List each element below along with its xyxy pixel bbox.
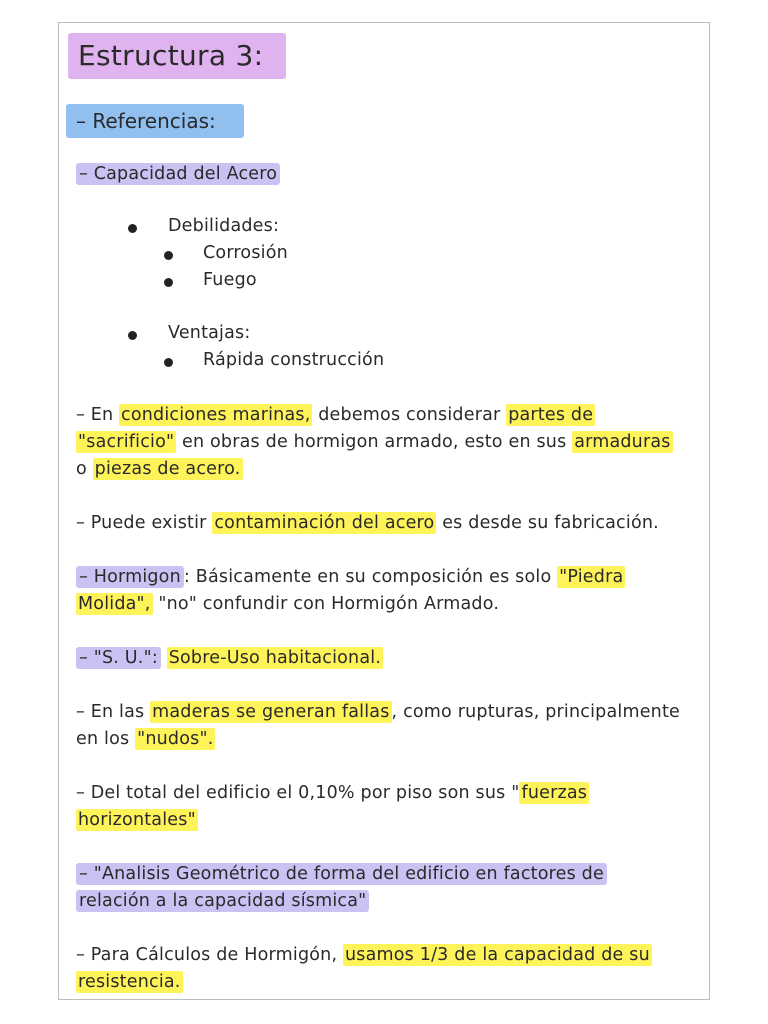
text: en obras de hormigon armado, esto en sus <box>176 432 573 452</box>
highlight: "nudos". <box>137 729 214 749</box>
highlight: "sacrificio" <box>78 432 175 452</box>
text: – Puede existir <box>76 513 213 533</box>
text: : Básicamente en su composición es solo <box>183 567 558 587</box>
paragraph-su <box>76 648 383 668</box>
page-title: Estructura 3: <box>68 33 286 79</box>
paragraph-maderas-line2 <box>76 729 215 749</box>
highlight: armaduras <box>574 432 671 452</box>
highlight: usamos 1/3 de la capacidad de su <box>344 945 650 965</box>
references-heading: – Referencias: <box>66 104 244 138</box>
highlight: resistencia. <box>78 972 181 992</box>
weaknesses-label: Debilidades: <box>168 216 280 236</box>
paragraph-hormigon <box>76 567 625 587</box>
text: – Para Cálculos de Hormigón, <box>76 945 343 965</box>
text: en los <box>76 729 136 749</box>
highlight: relación a la capacidad sísmica" <box>76 890 369 912</box>
paragraph-analisis <box>76 864 607 884</box>
highlight: – "Analisis Geométrico de forma del edificio en factores de <box>76 863 607 885</box>
paragraph-calculos-line2 <box>76 972 183 992</box>
paragraph-contamination <box>76 513 659 533</box>
text: debemos considerar <box>312 405 507 425</box>
capacity-label: – Capacidad del Acero <box>76 163 280 185</box>
bullet-icon <box>164 358 173 367</box>
text: es desde su fabricación. <box>436 513 659 533</box>
text: – Del total del edificio el 0,10% por piso son sus " <box>76 783 520 803</box>
highlight: horizontales" <box>78 810 196 830</box>
highlight: contaminación del acero <box>214 513 435 533</box>
highlight: – Hormigon <box>76 566 184 588</box>
paragraph-marine-line2 <box>76 432 673 452</box>
text: , como rupturas, principalmente <box>391 702 680 722</box>
paragraph-fuerzas <box>76 783 589 803</box>
text <box>161 648 167 668</box>
text: – En las <box>76 702 151 722</box>
highlight: Molida", <box>78 594 151 614</box>
highlight: "Piedra <box>559 567 624 587</box>
capacity-heading <box>76 164 280 184</box>
highlight: condiciones marinas, <box>121 405 311 425</box>
bullet-icon <box>164 251 173 260</box>
weakness-item: Fuego <box>203 270 257 290</box>
paragraph-marine-line3 <box>76 459 243 479</box>
highlight: partes de <box>508 405 594 425</box>
highlight: maderas se generan fallas <box>152 702 390 722</box>
paragraph-marine <box>76 405 595 425</box>
bullet-icon <box>164 278 173 287</box>
paragraph-fuerzas-line2 <box>76 810 198 830</box>
text: – En <box>76 405 120 425</box>
highlight: – "S. U.": <box>76 647 161 669</box>
paragraph-calculos <box>76 945 652 965</box>
advantages-label: Ventajas: <box>168 323 251 343</box>
paragraph-analisis-line2 <box>76 891 369 911</box>
highlight: fuerzas <box>521 783 588 803</box>
paragraph-maderas <box>76 702 680 722</box>
highlight: piezas de acero. <box>94 459 241 479</box>
text: o <box>76 459 93 479</box>
paragraph-hormigon-line2 <box>76 594 499 614</box>
text: "no" confundir con Hormigón Armado. <box>152 594 500 614</box>
bullet-icon <box>128 224 137 233</box>
advantage-item: Rápida construcción <box>203 350 385 370</box>
highlight: Sobre-Uso habitacional. <box>168 648 382 668</box>
bullet-icon <box>128 331 137 340</box>
weakness-item: Corrosión <box>203 243 288 263</box>
